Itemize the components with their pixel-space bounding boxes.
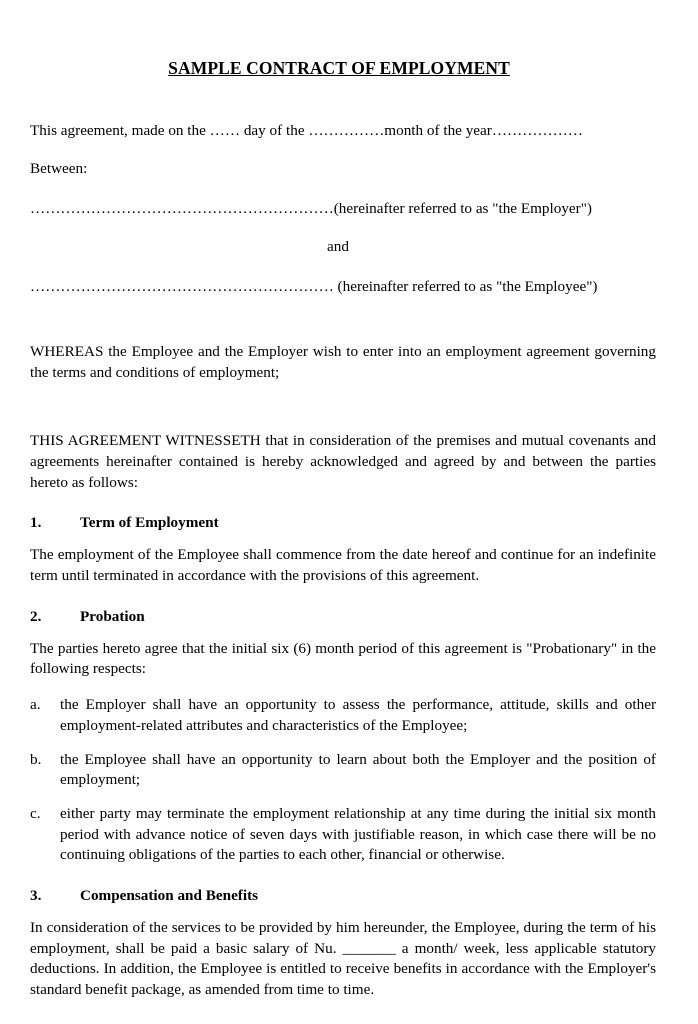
clause-title-2: Probation <box>80 607 145 625</box>
list-item-text: either party may terminate the employment relationship at any time during the initial six month period with advance notice of seven days with justifiable reason, in which case there will be no continuing obligations of the parties to each other, financial or otherwise. <box>60 805 656 864</box>
and-label: and <box>327 237 349 255</box>
whereas-paragraph: WHEREAS the Employee and the Employer wish to enter into an employment agreement governing the terms and conditions of employment; <box>30 343 656 381</box>
clause-number-2: 2. <box>30 607 42 625</box>
employee-blank-line: …………………………………………………… (hereinafter referred to as "the Employee") <box>30 277 598 295</box>
list-marker: c. <box>30 805 41 823</box>
page-title: SAMPLE CONTRACT OF EMPLOYMENT <box>168 58 510 78</box>
list-item-text: the Employee shall have an opportunity to learn about both the Employer and the position of employment; <box>60 750 656 789</box>
list-marker: b. <box>30 750 42 768</box>
list-marker: a. <box>30 696 41 714</box>
between-label: Between: <box>30 160 88 178</box>
clause-body-3: In consideration of the services to be provided by him hereunder, the Employee, during the term of his employment, shall be paid a basic salary of Nu. _______ a month/ week, less applicable statutory deductions. In addition, the Employee is entitled to receive benefits in accordance with the Employer's standard benefit package, as amended from time to time. <box>30 919 656 999</box>
clause-number-3: 3. <box>30 887 42 905</box>
list-item <box>30 695 656 736</box>
clause-body-1: The employment of the Employee shall commence from the date hereof and continue for an indefinite term until terminated in accordance with the provisions of this agreement. <box>30 546 656 585</box>
clause-heading-2 <box>30 608 656 626</box>
witnesseth-paragraph: THIS AGREEMENT WITNESSETH that in consideration of the premises and mutual covenants and agreements hereinafter contained is hereby acknowledged and agreed by and between the parties hereto as follows: <box>30 432 656 491</box>
list-item-text: the Employer shall have an opportunity to assess the performance, attitude, skills and other employment-related attributes and characteristics of the Employee; <box>60 696 656 734</box>
list-item <box>30 750 656 791</box>
clause-number-1: 1. <box>30 514 42 532</box>
clause-title-1: Term of Employment <box>80 514 219 532</box>
clause-body-2: The parties hereto agree that the initial six (6) month period of this agreement is "Probationary" in the following respects: <box>30 639 656 678</box>
clause-title-3: Compensation and Benefits <box>80 887 259 905</box>
agreement-intro-line: This agreement, made on the …… day of the ……………month of the year……………… <box>30 122 583 139</box>
list-item <box>30 804 656 866</box>
employer-blank-line: ……………………………………………………(hereinafter referred to as "the Employer") <box>30 200 592 218</box>
clause-heading-3 <box>30 887 656 905</box>
clause-heading-1 <box>30 514 656 532</box>
